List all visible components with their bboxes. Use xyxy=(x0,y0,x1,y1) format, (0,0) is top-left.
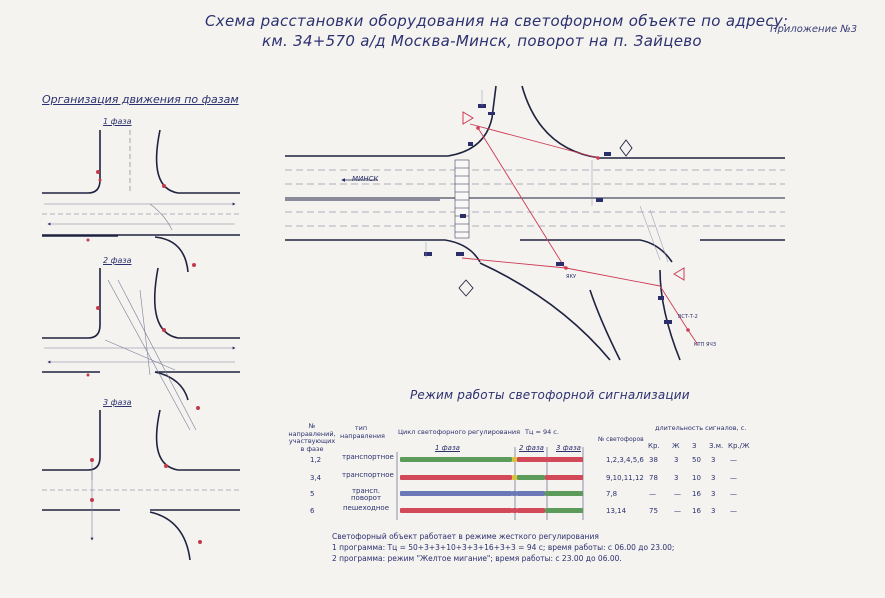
col-kr: Кр. xyxy=(648,442,660,450)
minsk-label: МИНСК xyxy=(352,175,379,183)
row-zm: 3 xyxy=(711,456,716,464)
appendix-label: Приложение №3 xyxy=(770,24,858,35)
warning-triangles xyxy=(463,112,684,280)
phase-3-label: 3 фаза xyxy=(103,398,132,407)
cycle-bar-segment xyxy=(545,475,583,480)
note-program-2: 2 программа: режим "Желтое мигание"; время работы: с 23.00 до 06.00. xyxy=(332,554,622,563)
row-direction: 3,4 xyxy=(310,474,322,482)
row-z: 16 xyxy=(692,490,701,498)
row-lights: 13,14 xyxy=(606,507,627,515)
row-zh: 3 xyxy=(674,474,679,482)
header-direction-no: № направлений, участвующих в фазе xyxy=(288,422,336,453)
cycle-bar-segment xyxy=(545,491,583,496)
col-krzh: Кр./Ж xyxy=(728,442,750,450)
row-zm: 3 xyxy=(711,474,716,482)
row-lights: 7,8 xyxy=(606,490,618,498)
phase-2-scheme xyxy=(42,268,240,400)
row-krzh: — xyxy=(730,490,737,498)
row-direction: 5 xyxy=(310,490,315,498)
phase-1-scheme xyxy=(42,130,240,272)
header-phase-3: 3 фаза xyxy=(556,444,581,452)
header-phase-2: 2 фаза xyxy=(519,444,544,452)
row-zh: — xyxy=(674,490,681,498)
title-line-2: км. 34+570 а/д Москва-Минск, поворот на п. Зайцево xyxy=(262,32,702,50)
row-kr: — xyxy=(649,490,656,498)
header-durations: длительность сигналов, с. xyxy=(655,424,747,432)
row-lights: 1,2,3,4,5,6 xyxy=(606,456,644,464)
cycle-bar-segment xyxy=(545,508,583,513)
row-type: транспортное xyxy=(342,471,394,479)
col-zh: Ж xyxy=(672,442,680,450)
cycle-bar-segment xyxy=(517,475,545,480)
equipment-label-yaku: ЯКУ xyxy=(566,274,577,280)
equipment-label-vst: ВСТ-Т-2 xyxy=(678,314,698,320)
row-krzh: — xyxy=(730,456,737,464)
row-type: трансп. поворот xyxy=(350,487,382,502)
header-cycle: Цикл светофорного регулирования xyxy=(398,428,520,436)
plan-road-edges xyxy=(285,86,785,360)
row-zm: 3 xyxy=(711,490,716,498)
phase-2-label: 2 фаза xyxy=(103,256,132,265)
title-line-1: Схема расстановки оборудования на светофорном объекте по адресу: xyxy=(205,12,789,30)
row-direction: 1,2 xyxy=(310,456,322,464)
header-type: тип направления xyxy=(340,424,385,440)
row-direction: 6 xyxy=(310,507,315,515)
equipment-diamonds xyxy=(459,140,632,296)
cable-lines xyxy=(462,124,698,345)
phase-1-label: 1 фаза xyxy=(103,117,132,126)
cycle-bar-segment xyxy=(400,457,512,462)
row-lights: 9,10,11,12 xyxy=(606,474,644,482)
cycle-bar-segment xyxy=(517,491,545,496)
header-tc: Тц = 94 с. xyxy=(525,428,559,436)
row-zm: 3 xyxy=(711,507,716,515)
row-type: транспортное xyxy=(342,453,394,461)
row-type: пешеходное xyxy=(342,504,390,512)
row-kr: 78 xyxy=(649,474,658,482)
row-krzh: — xyxy=(730,507,737,515)
header-lights: № светофоров xyxy=(598,436,644,443)
cycle-bar-segment xyxy=(400,491,512,496)
cycle-bar-segment xyxy=(400,475,512,480)
row-z: 50 xyxy=(692,456,701,464)
row-zh: 3 xyxy=(674,456,679,464)
phase-3-scheme xyxy=(42,410,240,560)
header-phase-1: 1 фаза xyxy=(435,444,460,452)
row-kr: 38 xyxy=(649,456,658,464)
row-zh: — xyxy=(674,507,681,515)
row-kr: 75 xyxy=(649,507,658,515)
note-program-1: 1 программа: Тц = 50+3+3+10+3+3+16+3+3 = 94 с; время работы: с 06.00 до 23.00; xyxy=(332,543,675,552)
col-z: З xyxy=(692,442,697,450)
col-zm: З.м. xyxy=(709,442,724,450)
row-z: 10 xyxy=(692,474,701,482)
cycle-bar-segment xyxy=(517,457,583,462)
note-mode: Светофорный объект работает в режиме жесткого регулирования xyxy=(332,532,599,541)
equipment-label-ktp: КТП ЯЧЗ xyxy=(694,342,717,348)
cycle-bar-segment xyxy=(400,508,512,513)
cycle-bar-segment xyxy=(517,508,545,513)
row-z: 16 xyxy=(692,507,701,515)
row-krzh: — xyxy=(730,474,737,482)
crosswalk xyxy=(455,160,469,238)
mode-title: Режим работы светофорной сигнализации xyxy=(410,388,690,402)
phases-title: Организация движения по фазам xyxy=(42,93,239,106)
